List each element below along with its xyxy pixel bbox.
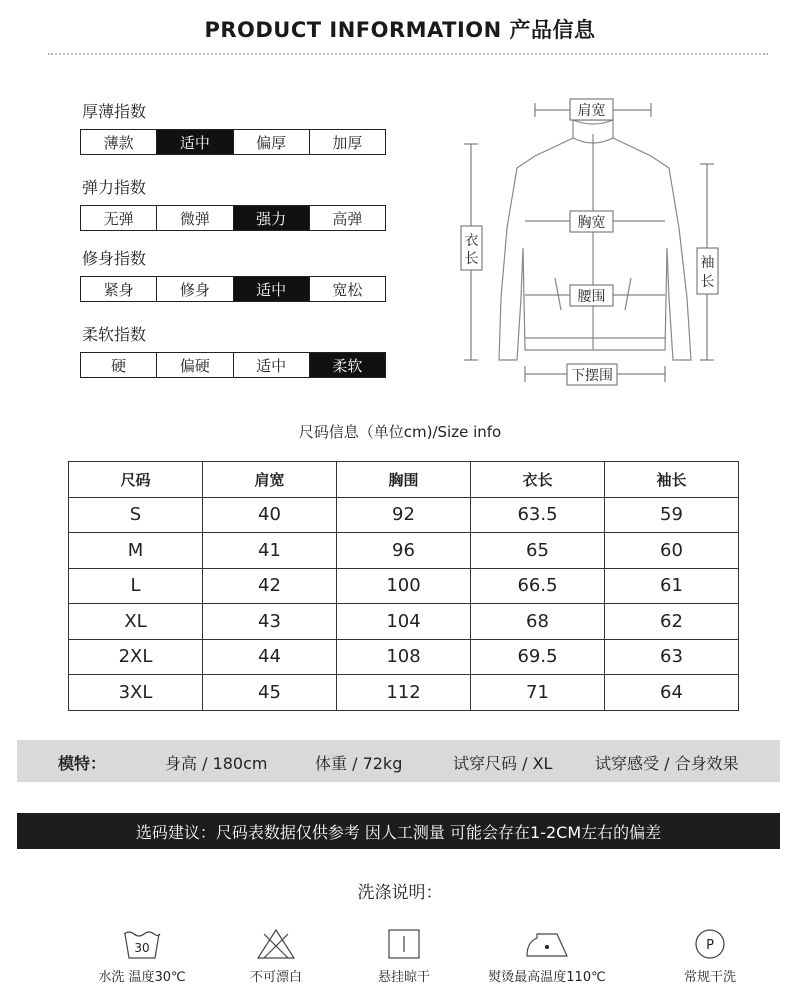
model-trial-feel: 试穿感受 / 合身效果 [595,754,739,773]
elasticity-index-label: 弹力指数 [82,178,147,197]
model-weight: 体重 / 72kg [315,754,403,773]
table-cell: XL [69,604,203,640]
table-cell: M [69,533,203,569]
table-row [69,533,739,569]
table-cell: 63 [605,639,739,675]
table-cell: 60 [605,533,739,569]
scale-option: 适中 [233,353,309,377]
size-advice-banner: 选码建议：尺码表数据仅供参考 因人工测量 可能会存在1-2CM左右的偏差 [17,813,780,849]
table-cell: 42 [203,568,337,604]
sleeve-label-top: 袖 [700,255,715,271]
fit-index-label: 修身指数 [82,249,147,268]
table-cell: 100 [337,568,471,604]
hang-dry-icon [384,928,424,960]
table-cell: L [69,568,203,604]
table-cell: 61 [605,568,739,604]
table-cell: 44 [203,639,337,675]
no-bleach-icon [256,928,296,960]
softness-index-scale [80,352,386,378]
care-label: 常规干洗 [683,970,736,985]
table-cell: 59 [605,497,739,533]
table-cell: 63.5 [471,497,605,533]
jacket-measurement-diagram [455,98,730,388]
table-cell: 108 [337,639,471,675]
table-cell: 40 [203,497,337,533]
wash-basin-icon [122,928,162,960]
table-cell: 3XL [69,675,203,711]
table-cell: S [69,497,203,533]
table-row [69,568,739,604]
scale-option: 紧身 [81,277,156,301]
scale-option: 硬 [81,353,156,377]
elasticity-index-scale [80,205,386,231]
table-row [69,604,739,640]
waist-label: 腰围 [577,289,606,305]
scale-option: 加厚 [309,130,385,154]
size-table [68,461,739,711]
care-item-hang-dry [324,928,484,985]
care-item-iron [467,928,627,985]
scale-option: 适中 [233,277,309,301]
table-cell: 45 [203,675,337,711]
scale-option: 高弹 [309,206,385,230]
care-item-dry-clean [630,928,790,985]
scale-option: 宽松 [309,277,385,301]
length-label-top: 衣 [464,233,479,249]
care-label: 悬挂晾干 [377,970,430,985]
softness-index-label: 柔软指数 [82,325,147,344]
header-cell: 尺码 [69,462,203,498]
dry-clean-icon [692,928,728,960]
length-label-bottom: 长 [464,251,479,267]
scale-option: 柔软 [309,353,385,377]
scale-option: 强力 [233,206,309,230]
fit-index-scale [80,276,386,302]
table-cell: 71 [471,675,605,711]
washing-title: 洗涤说明： [357,883,443,903]
scale-option: 薄款 [81,130,156,154]
sleeve-label-bottom: 长 [700,274,715,290]
model-label: 模特： [58,754,107,773]
wash-temp-text: 30 [134,941,150,955]
model-trial-size: 试穿尺码 / XL [453,754,553,773]
iron-icon [523,928,571,960]
table-cell: 96 [337,533,471,569]
scale-option: 偏硬 [156,353,232,377]
thickness-index-scale [80,129,386,155]
table-cell: 41 [203,533,337,569]
scale-option: 微弹 [156,206,232,230]
chest-label: 胸宽 [577,215,606,231]
table-cell: 43 [203,604,337,640]
shoulder-label: 肩宽 [577,103,606,119]
scale-option: 偏厚 [233,130,309,154]
dry-clean-letter: P [706,938,714,953]
model-info-bar [17,740,780,782]
page-title: PRODUCT INFORMATION 产品信息 [204,18,596,42]
care-label: 不可漂白 [249,970,302,985]
scale-option: 适中 [156,130,232,154]
model-height: 身高 / 180cm [165,754,268,773]
table-cell: 104 [337,604,471,640]
size-info-caption: 尺码信息（单位cm)/Size info [298,423,502,441]
table-cell: 69.5 [471,639,605,675]
table-cell: 2XL [69,639,203,675]
thickness-index-label: 厚薄指数 [82,102,147,121]
care-label: 熨烫最高温度110℃ [488,970,606,985]
header-cell: 袖长 [605,462,739,498]
title-divider [48,53,768,55]
scale-option: 修身 [156,277,232,301]
scale-option: 无弹 [81,206,156,230]
table-cell: 62 [605,604,739,640]
size-table-header [69,462,739,498]
table-cell: 65 [471,533,605,569]
table-row [69,675,739,711]
table-cell: 64 [605,675,739,711]
header-cell: 胸围 [337,462,471,498]
hem-label: 下摆围 [571,368,613,384]
table-row [69,497,739,533]
table-cell: 92 [337,497,471,533]
table-cell: 112 [337,675,471,711]
header-cell: 肩宽 [203,462,337,498]
table-cell: 66.5 [471,568,605,604]
care-label: 水洗 温度30℃ [98,970,186,985]
header-cell: 衣长 [471,462,605,498]
table-row [69,639,739,675]
table-cell: 68 [471,604,605,640]
